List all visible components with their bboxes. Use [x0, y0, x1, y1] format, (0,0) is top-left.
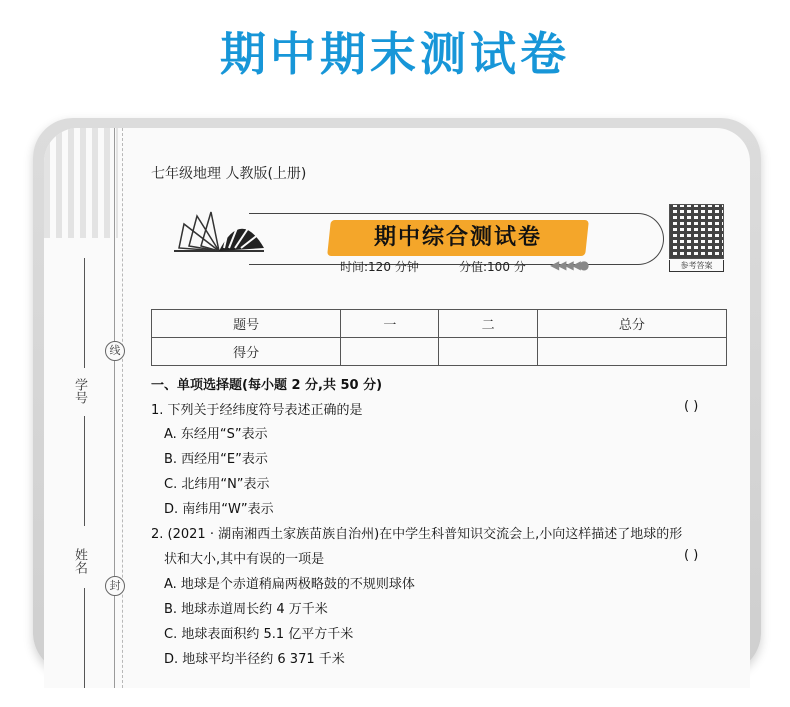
decorative-stripes: [44, 128, 118, 238]
table-header-cell: 一: [341, 310, 439, 338]
question-1-stem: 1. 下列关于经纬度符号表述正确的是: [151, 403, 363, 418]
table-header-cell: 二: [439, 310, 537, 338]
exam-time: 时间:120 分钟: [340, 260, 419, 274]
answer-bracket[interactable]: ( ): [684, 399, 699, 414]
question-2-stem-cont: 状和大小,其中有误的一项是: [164, 552, 325, 567]
binding-dash-line: [122, 128, 123, 688]
name-label: 姓名: [72, 548, 87, 574]
exam-title: 期中综合测试卷: [373, 225, 542, 250]
section-title: 一、单项选择题(每小题 2 分,共 50 分): [151, 378, 383, 393]
question-1-option-d: D. 南纬用“W”表示: [164, 502, 274, 517]
question-1-option-a: A. 东经用“S”表示: [164, 427, 268, 442]
table-header-cell: 题号: [152, 310, 341, 338]
question-2-option-a: A. 地球是个赤道稍扁两极略鼓的不规则球体: [164, 577, 415, 592]
subject-line: 七年级地理 人教版(上册): [151, 166, 307, 182]
score-cell[interactable]: [341, 338, 439, 366]
seal-mark: 封: [105, 576, 125, 596]
score-cell[interactable]: [439, 338, 537, 366]
table-row: [152, 338, 727, 366]
table-row: [152, 310, 727, 338]
question-1-option-c: C. 北纬用“N”表示: [164, 477, 270, 492]
score-cell[interactable]: [537, 338, 726, 366]
seal-line-mark: 线: [105, 341, 125, 361]
exam-paper: [44, 128, 750, 688]
qr-caption: 参考答案: [669, 260, 724, 272]
score-table: [151, 309, 727, 366]
name-line-lower: [84, 588, 85, 688]
student-number-label: 学号: [72, 378, 87, 404]
name-line-upper: [84, 416, 85, 526]
question-2-option-d: D. 地球平均半径约 6 371 千米: [164, 652, 345, 667]
question-2-option-b: B. 地球赤道周长约 4 万千米: [164, 602, 328, 617]
question-2-stem: 2. (2021 · 湖南湘西土家族苗族自治州)在中学生科普知识交流会上,小向这样描述了地球的形: [151, 527, 683, 542]
exam-score: 分值:100 分: [459, 260, 526, 274]
binding-line: [114, 128, 115, 688]
arrow-decoration-icon: ◀◀◀◀●: [550, 258, 588, 272]
student-number-line: [84, 258, 85, 368]
table-header-cell: 总分: [537, 310, 726, 338]
banner-title: 期中期末测试卷: [220, 27, 570, 81]
question-1-option-b: B. 西经用“E”表示: [164, 452, 268, 467]
answer-bracket[interactable]: ( ): [684, 548, 699, 563]
question-2-option-c: C. 地球表面积约 5.1 亿平方千米: [164, 627, 354, 642]
qr-code-icon[interactable]: [669, 204, 724, 259]
table-row-label: 得分: [152, 338, 341, 366]
